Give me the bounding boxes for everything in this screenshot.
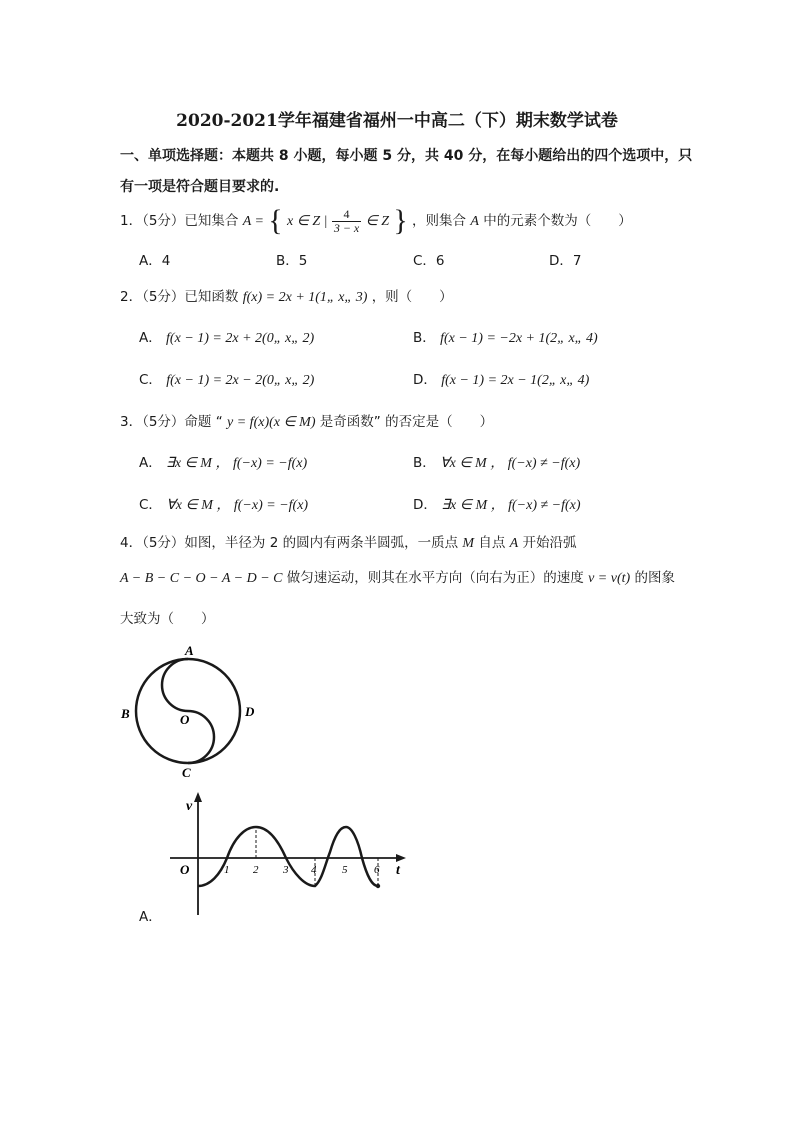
q1-suffix2: 中的元素个数为（ ）	[483, 213, 632, 229]
question-4-line1	[120, 531, 577, 552]
section-header-line1: 一、单项选择题：本题共 8 小题，每小题 5 分，共 40 分，在每小题给出的四个选项中，只	[120, 148, 693, 164]
tick-label-5: 5	[342, 864, 348, 876]
q1-set-inner: x ∈ Z |	[286, 214, 328, 229]
q4-var-a: A	[509, 536, 519, 551]
q4-var-m: M	[462, 536, 475, 551]
page-title: 2020-2021学年福建省福州一中高二（下）期末数学试卷	[176, 111, 618, 131]
q1-fraction	[332, 208, 361, 235]
question-2	[120, 285, 453, 306]
q1-option-c[interactable]: C．6	[413, 253, 445, 269]
q1-frac-den: 3 − x	[333, 220, 360, 235]
option-expr: ∀x ∈ M ， f(−x) = −f(x)	[166, 498, 309, 513]
q4-option-a-label[interactable]: A．	[139, 909, 162, 925]
option-expr: ∀x ∈ M ， f(−x) ≠ −f(x)	[440, 456, 581, 471]
left-brace: {	[268, 204, 283, 237]
option-expr: ∃x ∈ M ， f(−x) = −f(x)	[166, 456, 308, 471]
axis-label-v: v	[186, 799, 193, 814]
question-4-line2	[120, 566, 675, 587]
label-c: C	[182, 765, 191, 780]
curve-endpoint	[376, 884, 380, 888]
option-expr: f(x − 1) = −2x + 1(2„ x„ 4)	[440, 331, 598, 346]
origin-label: O	[180, 862, 190, 877]
q3-option-b[interactable]	[413, 451, 580, 472]
q1-var: A	[470, 214, 479, 229]
option-a-graph	[170, 790, 415, 920]
q3-option-c[interactable]	[139, 493, 308, 514]
option-expr: f(x − 1) = 2x − 1(2„ x„ 4)	[441, 373, 590, 388]
lower-semicircle-arc	[188, 711, 214, 763]
q1-set-tail: ∈ Z	[365, 214, 390, 229]
q3-suffix: 是奇函数” 的否定是（ ）	[319, 414, 494, 430]
q1-option-d[interactable]: D．7	[549, 253, 582, 269]
q4-text: 开始沿弧	[522, 535, 577, 551]
question-4-line3: 大致为（ ）	[120, 611, 215, 627]
q2-func: f(x) = 2x + 1(1„ x„ 3)	[242, 290, 368, 305]
q1-option-a[interactable]: A．4	[139, 253, 171, 269]
q2-option-b[interactable]	[413, 326, 598, 347]
q2-prefix: 2．（5分）已知函数	[120, 289, 239, 305]
v-axis-arrow	[194, 792, 202, 802]
option-expr: f(x − 1) = 2x + 2(0„ x„ 2)	[166, 331, 315, 346]
tick-label-6: 6	[374, 864, 380, 876]
section-header-line2: 有一项是符合题目要求的.	[120, 179, 280, 195]
q4-path: A − B − C − O − A − D − C	[120, 571, 283, 586]
label-d: D	[245, 704, 255, 719]
option-label: D．	[413, 497, 437, 513]
tick-label-1: 1	[224, 864, 230, 876]
upper-semicircle-arc	[162, 659, 188, 711]
tick-label-3: 3	[283, 864, 289, 876]
option-label: D．	[413, 372, 437, 388]
q3-prefix: 3．（5分）命题 “	[120, 414, 223, 430]
q1-set-lhs: A =	[242, 214, 264, 229]
q2-suffix: ，则（ ）	[371, 289, 453, 305]
q1-option-b[interactable]: B．5	[276, 253, 308, 269]
semicircle-figure	[115, 640, 265, 785]
label-o: O	[180, 712, 190, 727]
q2-option-c[interactable]	[139, 368, 314, 389]
option-expr: f(x − 1) = 2x − 2(0„ x„ 2)	[166, 373, 315, 388]
q4-text: 自点	[478, 535, 506, 551]
option-label: A．	[139, 330, 162, 346]
q4-text: 做匀速运动，则其在水平方向（向右为正）的速度	[286, 570, 584, 586]
q3-expr: y = f(x)(x ∈ M)	[227, 415, 316, 430]
q3-option-a[interactable]	[139, 451, 307, 472]
q4-velocity-expr: v = v(t)	[588, 571, 631, 586]
tick-label-4: 4	[311, 864, 317, 876]
label-a: A	[185, 643, 194, 658]
tick-label-2: 2	[253, 864, 259, 876]
option-label: C．	[139, 372, 162, 388]
q1-prefix: 1．（5分）已知集合	[120, 213, 239, 229]
option-expr: ∃x ∈ M ， f(−x) ≠ −f(x)	[441, 498, 581, 513]
t-axis-arrow	[396, 854, 406, 862]
q1-frac-num: 4	[332, 208, 361, 222]
q2-option-a[interactable]	[139, 326, 314, 347]
q4-text: 4．（5分）如图，半径为 2 的圆内有两条半圆弧，一质点	[120, 535, 459, 551]
option-label: C．	[139, 497, 162, 513]
q3-option-d[interactable]	[413, 493, 581, 514]
velocity-curve	[198, 827, 378, 886]
axis-label-t: t	[396, 863, 400, 878]
label-b: B	[121, 706, 130, 721]
question-1	[120, 206, 632, 236]
option-label: B．	[413, 330, 436, 346]
option-label: A．	[139, 455, 162, 471]
option-label: B．	[413, 455, 436, 471]
q4-text: 的图象	[634, 570, 675, 586]
q2-option-d[interactable]	[413, 368, 589, 389]
question-3	[120, 410, 493, 431]
right-brace: }	[393, 204, 408, 237]
q1-suffix: ，则集合	[412, 213, 467, 229]
